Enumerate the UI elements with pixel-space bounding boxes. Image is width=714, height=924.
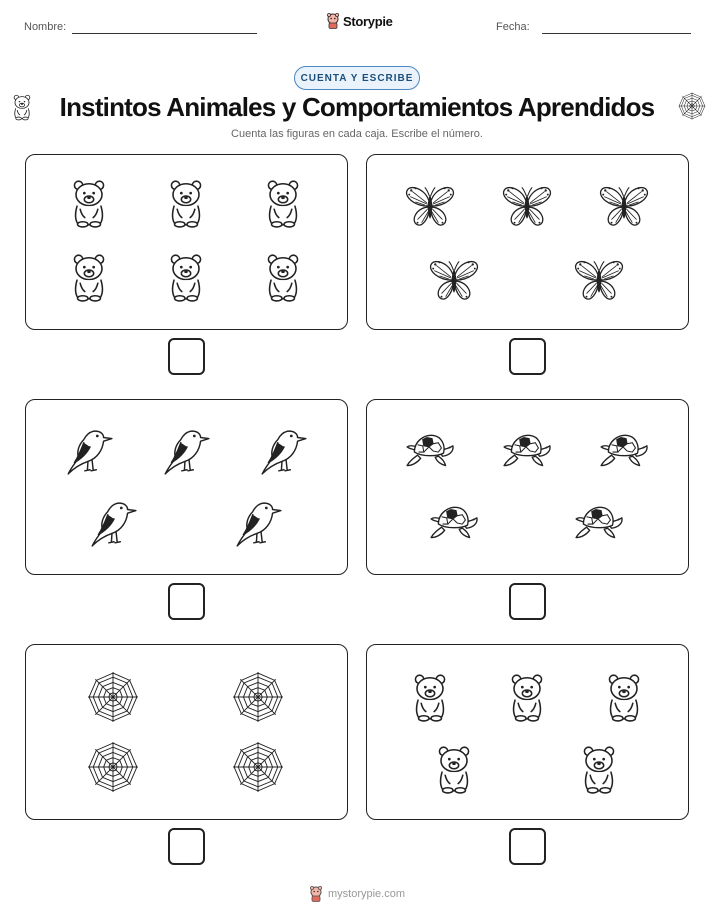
date-line[interactable]: [542, 33, 691, 34]
spider-web-corner-icon: [678, 92, 706, 120]
butterfly-icon: [404, 179, 456, 231]
bear-icon: [63, 177, 115, 229]
brand-name: Storypie: [343, 13, 393, 29]
bear-icon: [257, 251, 309, 303]
count-card-1: [25, 154, 348, 330]
storypie-mascot-icon: [326, 13, 340, 29]
spider-web-icon: [87, 671, 139, 723]
answer-box-4[interactable]: [509, 583, 546, 620]
answer-box-2[interactable]: [509, 338, 546, 375]
bear-icon: [573, 743, 625, 795]
bear-icon: [63, 251, 115, 303]
footer-url[interactable]: mystorypie.com: [327, 888, 406, 900]
turtle-icon: [598, 424, 650, 476]
answer-box-6[interactable]: [509, 828, 546, 865]
count-card-6: [366, 644, 689, 820]
footer: [0, 886, 714, 902]
turtle-icon: [501, 424, 553, 476]
spider-web-icon: [87, 741, 139, 793]
butterfly-icon: [598, 179, 650, 231]
crow-icon: [63, 424, 115, 476]
activity-badge: CUENTA Y ESCRIBE: [294, 66, 420, 90]
bear-corner-icon: [8, 92, 36, 122]
count-card-5: [25, 644, 348, 820]
count-card-4: [366, 399, 689, 575]
turtle-icon: [573, 496, 625, 548]
crow-icon: [232, 496, 284, 548]
answer-box-1[interactable]: [168, 338, 205, 375]
bear-icon: [160, 251, 212, 303]
spider-web-icon: [232, 741, 284, 793]
bear-icon: [257, 177, 309, 229]
spider-web-icon: [232, 671, 284, 723]
name-label: Nombre:: [24, 21, 67, 33]
count-card-2: [366, 154, 689, 330]
count-card-3: [25, 399, 348, 575]
bear-icon: [160, 177, 212, 229]
storypie-mascot-icon: [309, 886, 323, 902]
bear-icon: [404, 671, 456, 723]
butterfly-icon: [501, 179, 553, 231]
bear-icon: [428, 743, 480, 795]
answer-box-5[interactable]: [168, 828, 205, 865]
answer-box-3[interactable]: [168, 583, 205, 620]
butterfly-icon: [573, 253, 625, 305]
name-line[interactable]: [72, 33, 257, 34]
bear-icon: [501, 671, 553, 723]
crow-icon: [257, 424, 309, 476]
crow-icon: [87, 496, 139, 548]
page-title: Instintos Animales y Comportamientos Aprendidos: [59, 92, 655, 122]
turtle-icon: [428, 496, 480, 548]
butterfly-icon: [428, 253, 480, 305]
crow-icon: [160, 424, 212, 476]
instructions: Cuenta las figuras en cada caja. Escribe el número.: [231, 128, 483, 140]
turtle-icon: [404, 424, 456, 476]
brand-logo: [326, 13, 393, 29]
bear-icon: [598, 671, 650, 723]
date-label: Fecha:: [496, 21, 530, 33]
